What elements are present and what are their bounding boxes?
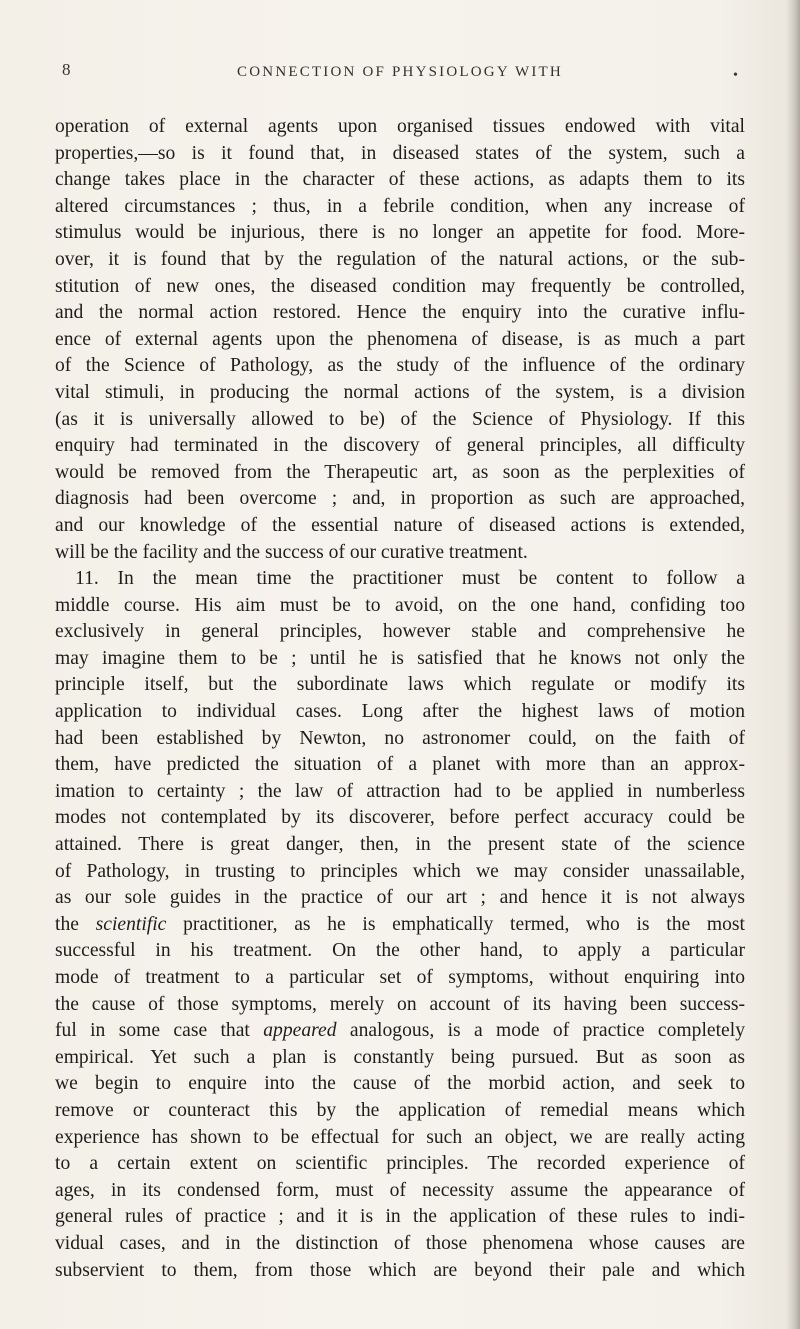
text-line: and the normal action restored. Hence the enquiry into the curative influ- bbox=[55, 302, 745, 324]
text-line: to a certain extent on scientific principles. The recorded experience of bbox=[55, 1153, 745, 1175]
text-line bbox=[55, 1018, 745, 1045]
text-line: (as it is universally allowed to be) of the Science of Physiology. If this bbox=[55, 408, 745, 430]
text-line: subservient to them, from those which are beyond their pale and which bbox=[55, 1259, 745, 1281]
text-run: analogous, is a mode of practice completely bbox=[336, 1020, 745, 1042]
text-line: empirical. Yet such a plan is constantly being pursued. But as soon as bbox=[55, 1046, 745, 1068]
text-line bbox=[55, 912, 745, 939]
text-line: ence of external agents upon the phenomena of disease, is as much a part bbox=[55, 328, 745, 350]
italic-word: appeared bbox=[263, 1020, 337, 1042]
text-line: principle itself, but the subordinate laws which regulate or modify its bbox=[55, 674, 745, 696]
text-line: vidual cases, and in the distinction of those phenomena whose causes are bbox=[55, 1232, 745, 1254]
text-line: of Pathology, in trusting to principles which we may consider unassailable, bbox=[55, 860, 745, 882]
text-line: attained. There is great danger, then, in the present state of the science bbox=[55, 834, 745, 856]
text-line: mode of treatment to a particular set of symptoms, without enquiring into bbox=[55, 967, 745, 988]
text-line: the cause of those symptoms, merely on account of its having been success- bbox=[55, 993, 745, 1015]
text-line: change takes place in the character of these actions, as adapts them to its bbox=[55, 169, 745, 191]
text-line: stimulus would be injurious, there is no longer an appetite for food. More- bbox=[55, 222, 745, 244]
text-line: would be removed from the Therapeutic art, as soon as the perplexities of bbox=[55, 461, 745, 483]
running-head-mark: • bbox=[733, 68, 738, 83]
body-text bbox=[55, 114, 745, 1284]
text-line: may imagine them to be ; until he is satisfied that he knows not only the bbox=[55, 647, 745, 669]
text-line: and our knowledge of the essential nature of diseased actions is extended, bbox=[55, 514, 745, 536]
text-line: exclusively in general principles, however stable and comprehensive he bbox=[55, 621, 745, 643]
text-line: of the Science of Pathology, as the study of the influence of the ordinary bbox=[55, 355, 745, 377]
text-line: imation to certainty ; the law of attraction had to be applied in numberless bbox=[55, 780, 745, 802]
text-run: the bbox=[55, 913, 96, 935]
italic-word: scientific bbox=[95, 913, 167, 935]
text-line: altered circumstances ; thus, in a febrile condition, when any increase of bbox=[55, 195, 745, 217]
text-line: properties,—so is it found that, in diseased states of the system, such a bbox=[55, 142, 745, 164]
text-line: vital stimuli, in producing the normal actions of the system, is a division bbox=[55, 381, 745, 403]
text-line: stitution of new ones, the diseased condition may frequently be controlled, bbox=[55, 275, 745, 297]
text-line: had been established by Newton, no astronomer could, on the faith of bbox=[55, 727, 745, 749]
text-line: them, have predicted the situation of a planet with more than an approx- bbox=[55, 754, 745, 776]
text-run: ful in some case that bbox=[55, 1020, 264, 1042]
text-line: we begin to enquire into the cause of the morbid action, and seek to bbox=[55, 1073, 745, 1095]
text-line: over, it is found that by the regulation of the natural actions, or the sub- bbox=[55, 248, 745, 270]
running-head: CONNECTION OF PHYSIOLOGY WITH bbox=[237, 64, 563, 80]
page-number: 8 bbox=[62, 60, 71, 79]
text-line: successful in his treatment. On the other hand, to apply a particular bbox=[55, 940, 745, 962]
text-line: enquiry had terminated in the discovery of general principles, all difficulty bbox=[55, 435, 745, 457]
text-line: ages, in its condensed form, must of necessity assume the appearance of bbox=[55, 1179, 745, 1201]
text-line: will be the facility and the success of our curative treatment. bbox=[55, 541, 528, 563]
text-line: diagnosis had been overcome ; and, in proportion as such are approached, bbox=[55, 488, 745, 510]
text-line: middle course. His aim must be to avoid, on the one hand, confiding too bbox=[55, 594, 745, 616]
text-line: application to individual cases. Long after the highest laws of motion bbox=[55, 701, 745, 723]
text-line: as our sole guides in the practice of our art ; and hence it is not always bbox=[55, 887, 745, 909]
page-edge-shadow bbox=[786, 0, 800, 1329]
text-run: practitioner, as he is emphatically termed, who is the most bbox=[166, 913, 745, 935]
text-line: remove or counteract this by the application of remedial means which bbox=[55, 1099, 745, 1121]
text-line: operation of external agents upon organised tissues endowed with vital bbox=[55, 116, 745, 137]
text-line: 11. In the mean time the practitioner must be content to follow a bbox=[75, 568, 745, 590]
text-line: general rules of practice ; and it is in the application of these rules to indi- bbox=[55, 1206, 745, 1228]
text-line: modes not contemplated by its discoverer, before perfect accuracy could be bbox=[55, 807, 745, 829]
text-line: experience has shown to be effectual for such an object, we are really acting bbox=[55, 1126, 745, 1148]
